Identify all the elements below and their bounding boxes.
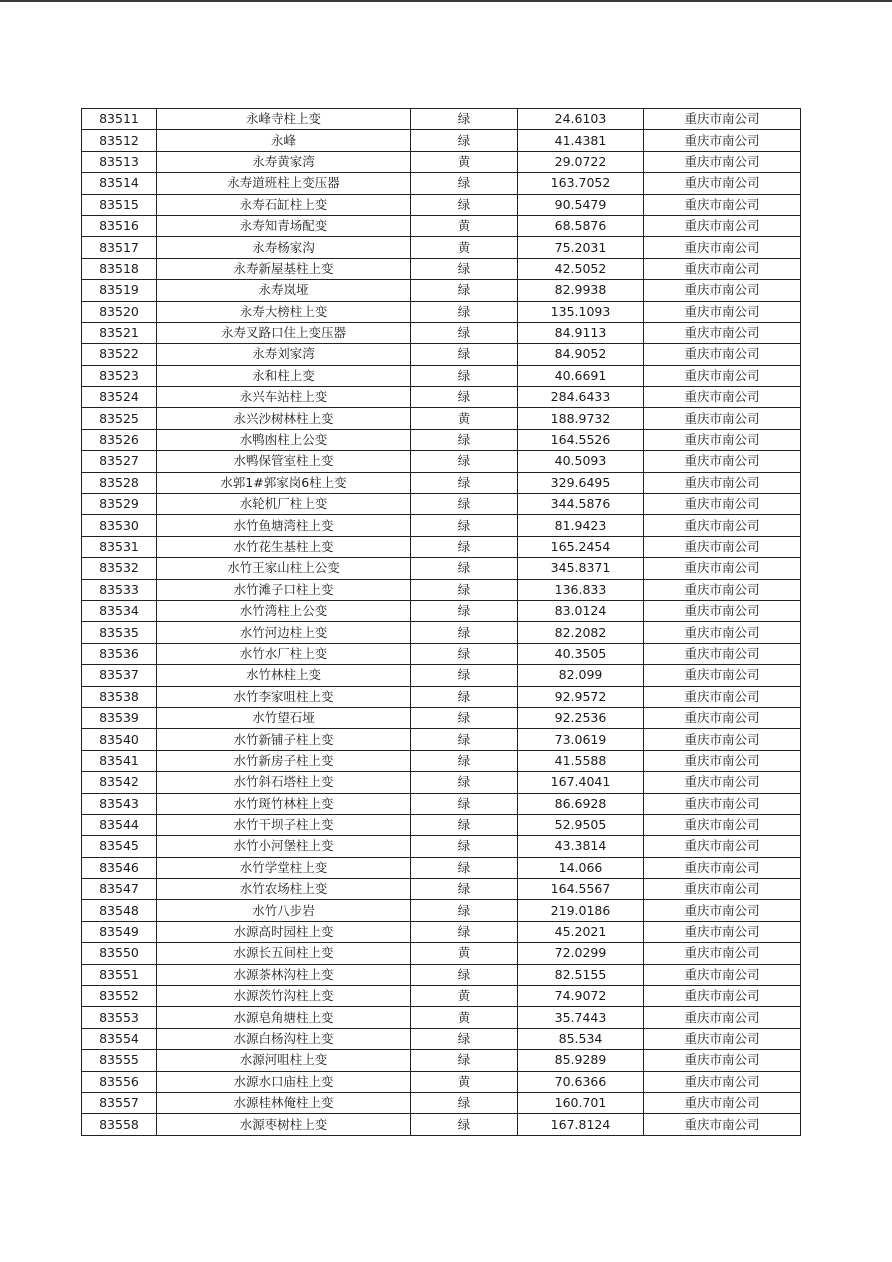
cell-name: 水竹八步岩 (157, 900, 411, 921)
table-row (82, 1071, 801, 1092)
cell-status: 黄 (411, 1071, 518, 1092)
cell-id: 83513 (82, 151, 157, 172)
cell-company: 重庆市南公司 (644, 322, 801, 343)
table-row (82, 130, 801, 151)
table-row (82, 643, 801, 664)
cell-id: 83533 (82, 579, 157, 600)
cell-status: 绿 (411, 429, 518, 450)
cell-id: 83549 (82, 921, 157, 942)
cell-id: 83558 (82, 1114, 157, 1135)
cell-id: 83541 (82, 750, 157, 771)
cell-company: 重庆市南公司 (644, 109, 801, 130)
cell-name: 水竹新铺子柱上变 (157, 729, 411, 750)
cell-status: 绿 (411, 622, 518, 643)
cell-status: 绿 (411, 515, 518, 536)
cell-id: 83544 (82, 814, 157, 835)
cell-value: 160.701 (518, 1092, 644, 1113)
cell-id: 83522 (82, 344, 157, 365)
cell-id: 83515 (82, 194, 157, 215)
cell-company: 重庆市南公司 (644, 964, 801, 985)
cell-id: 83556 (82, 1071, 157, 1092)
page-top-rule (0, 0, 892, 2)
cell-company: 重庆市南公司 (644, 643, 801, 664)
cell-name: 水郭1#郭家岗6柱上变 (157, 472, 411, 493)
cell-company: 重庆市南公司 (644, 729, 801, 750)
cell-id: 83517 (82, 237, 157, 258)
table-row (82, 1092, 801, 1113)
table-row (82, 387, 801, 408)
table-row (82, 215, 801, 236)
cell-value: 42.5052 (518, 258, 644, 279)
cell-status: 绿 (411, 130, 518, 151)
table-row (82, 472, 801, 493)
cell-value: 136.833 (518, 579, 644, 600)
cell-id: 83553 (82, 1007, 157, 1028)
cell-name: 水鸭保管室柱上变 (157, 451, 411, 472)
cell-id: 83521 (82, 322, 157, 343)
cell-company: 重庆市南公司 (644, 365, 801, 386)
cell-value: 40.6691 (518, 365, 644, 386)
cell-status: 绿 (411, 836, 518, 857)
cell-name: 水竹林柱上变 (157, 665, 411, 686)
cell-company: 重庆市南公司 (644, 258, 801, 279)
cell-name: 水源白杨沟柱上变 (157, 1028, 411, 1049)
transformer-table (81, 108, 801, 1136)
table-row (82, 622, 801, 643)
cell-id: 83526 (82, 429, 157, 450)
cell-name: 水竹李家咀柱上变 (157, 686, 411, 707)
cell-company: 重庆市南公司 (644, 301, 801, 322)
cell-value: 85.9289 (518, 1050, 644, 1071)
cell-name: 永寿石缸柱上变 (157, 194, 411, 215)
cell-status: 绿 (411, 729, 518, 750)
cell-company: 重庆市南公司 (644, 986, 801, 1007)
cell-status: 黄 (411, 986, 518, 1007)
table-row (82, 258, 801, 279)
cell-company: 重庆市南公司 (644, 387, 801, 408)
cell-id: 83512 (82, 130, 157, 151)
cell-id: 83520 (82, 301, 157, 322)
cell-company: 重庆市南公司 (644, 558, 801, 579)
cell-value: 75.2031 (518, 237, 644, 258)
table-row (82, 707, 801, 728)
table-row (82, 686, 801, 707)
cell-id: 83535 (82, 622, 157, 643)
cell-company: 重庆市南公司 (644, 879, 801, 900)
cell-status: 绿 (411, 857, 518, 878)
cell-name: 水竹农场柱上变 (157, 879, 411, 900)
cell-status: 绿 (411, 472, 518, 493)
cell-company: 重庆市南公司 (644, 194, 801, 215)
cell-status: 绿 (411, 301, 518, 322)
cell-status: 黄 (411, 943, 518, 964)
cell-id: 83548 (82, 900, 157, 921)
cell-company: 重庆市南公司 (644, 494, 801, 515)
cell-name: 水竹鱼塘湾柱上变 (157, 515, 411, 536)
cell-name: 永兴车站柱上变 (157, 387, 411, 408)
cell-name: 永峰 (157, 130, 411, 151)
cell-id: 83540 (82, 729, 157, 750)
cell-value: 41.4381 (518, 130, 644, 151)
cell-name: 永和柱上变 (157, 365, 411, 386)
cell-id: 83534 (82, 600, 157, 621)
table-body (82, 109, 801, 1136)
cell-id: 83529 (82, 494, 157, 515)
cell-id: 83516 (82, 215, 157, 236)
table-row (82, 344, 801, 365)
cell-status: 绿 (411, 964, 518, 985)
table-row (82, 793, 801, 814)
table-row (82, 1007, 801, 1028)
cell-name: 水鸭凼柱上公变 (157, 429, 411, 450)
cell-id: 83523 (82, 365, 157, 386)
cell-company: 重庆市南公司 (644, 173, 801, 194)
table-row (82, 857, 801, 878)
cell-id: 83511 (82, 109, 157, 130)
cell-id: 83557 (82, 1092, 157, 1113)
cell-name: 水竹学堂柱上变 (157, 857, 411, 878)
cell-value: 83.0124 (518, 600, 644, 621)
cell-value: 329.6495 (518, 472, 644, 493)
table-row (82, 600, 801, 621)
cell-name: 永寿刘家湾 (157, 344, 411, 365)
cell-company: 重庆市南公司 (644, 280, 801, 301)
cell-company: 重庆市南公司 (644, 1028, 801, 1049)
cell-value: 82.9938 (518, 280, 644, 301)
cell-id: 83519 (82, 280, 157, 301)
cell-id: 83527 (82, 451, 157, 472)
cell-name: 水源高时园柱上变 (157, 921, 411, 942)
cell-id: 83542 (82, 772, 157, 793)
cell-status: 绿 (411, 1028, 518, 1049)
table-row (82, 536, 801, 557)
cell-id: 83547 (82, 879, 157, 900)
cell-id: 83538 (82, 686, 157, 707)
cell-value: 163.7052 (518, 173, 644, 194)
cell-value: 14.066 (518, 857, 644, 878)
cell-value: 74.9072 (518, 986, 644, 1007)
table-row (82, 237, 801, 258)
cell-status: 绿 (411, 686, 518, 707)
cell-id: 83550 (82, 943, 157, 964)
cell-status: 绿 (411, 643, 518, 664)
table-row (82, 109, 801, 130)
cell-status: 黄 (411, 1007, 518, 1028)
cell-id: 83554 (82, 1028, 157, 1049)
cell-company: 重庆市南公司 (644, 215, 801, 236)
cell-company: 重庆市南公司 (644, 472, 801, 493)
cell-status: 绿 (411, 665, 518, 686)
cell-name: 水竹干坝子柱上变 (157, 814, 411, 835)
cell-id: 83536 (82, 643, 157, 664)
cell-status: 黄 (411, 151, 518, 172)
cell-value: 84.9113 (518, 322, 644, 343)
cell-value: 84.9052 (518, 344, 644, 365)
cell-status: 绿 (411, 494, 518, 515)
cell-company: 重庆市南公司 (644, 1092, 801, 1113)
cell-value: 92.9572 (518, 686, 644, 707)
cell-id: 83539 (82, 707, 157, 728)
cell-name: 水源河咀柱上变 (157, 1050, 411, 1071)
table-row (82, 921, 801, 942)
table-row (82, 408, 801, 429)
table-row (82, 451, 801, 472)
cell-id: 83545 (82, 836, 157, 857)
cell-value: 165.2454 (518, 536, 644, 557)
table-row (82, 429, 801, 450)
cell-value: 167.4041 (518, 772, 644, 793)
cell-status: 绿 (411, 1050, 518, 1071)
cell-company: 重庆市南公司 (644, 857, 801, 878)
cell-value: 43.3814 (518, 836, 644, 857)
cell-company: 重庆市南公司 (644, 451, 801, 472)
cell-name: 水源茨竹沟柱上变 (157, 986, 411, 1007)
cell-value: 92.2536 (518, 707, 644, 728)
cell-status: 绿 (411, 750, 518, 771)
cell-status: 绿 (411, 280, 518, 301)
cell-company: 重庆市南公司 (644, 707, 801, 728)
cell-name: 水竹花生基柱上变 (157, 536, 411, 557)
cell-company: 重庆市南公司 (644, 772, 801, 793)
cell-value: 85.534 (518, 1028, 644, 1049)
cell-status: 绿 (411, 579, 518, 600)
cell-company: 重庆市南公司 (644, 151, 801, 172)
cell-status: 绿 (411, 194, 518, 215)
cell-id: 83524 (82, 387, 157, 408)
cell-id: 83530 (82, 515, 157, 536)
cell-status: 绿 (411, 322, 518, 343)
cell-name: 永寿叉路口住上变压器 (157, 322, 411, 343)
cell-company: 重庆市南公司 (644, 237, 801, 258)
cell-value: 45.2021 (518, 921, 644, 942)
cell-company: 重庆市南公司 (644, 515, 801, 536)
cell-status: 绿 (411, 1092, 518, 1113)
cell-company: 重庆市南公司 (644, 943, 801, 964)
table-row (82, 943, 801, 964)
cell-name: 水源桂林俺柱上变 (157, 1092, 411, 1113)
cell-value: 73.0619 (518, 729, 644, 750)
cell-status: 绿 (411, 707, 518, 728)
cell-id: 83514 (82, 173, 157, 194)
cell-value: 35.7443 (518, 1007, 644, 1028)
cell-company: 重庆市南公司 (644, 921, 801, 942)
table-row (82, 879, 801, 900)
cell-name: 永寿岚垭 (157, 280, 411, 301)
cell-name: 水源皂角塘柱上变 (157, 1007, 411, 1028)
cell-company: 重庆市南公司 (644, 408, 801, 429)
cell-status: 绿 (411, 344, 518, 365)
cell-status: 绿 (411, 879, 518, 900)
cell-value: 72.0299 (518, 943, 644, 964)
cell-company: 重庆市南公司 (644, 665, 801, 686)
cell-status: 黄 (411, 237, 518, 258)
table-row (82, 515, 801, 536)
cell-name: 永峰寺柱上变 (157, 109, 411, 130)
table-row (82, 494, 801, 515)
cell-status: 绿 (411, 793, 518, 814)
cell-status: 绿 (411, 600, 518, 621)
cell-name: 水竹小河堡柱上变 (157, 836, 411, 857)
cell-name: 永寿新屋基柱上变 (157, 258, 411, 279)
cell-company: 重庆市南公司 (644, 814, 801, 835)
table-row (82, 1028, 801, 1049)
cell-id: 83546 (82, 857, 157, 878)
cell-company: 重庆市南公司 (644, 344, 801, 365)
cell-name: 水轮机厂柱上变 (157, 494, 411, 515)
cell-value: 40.5093 (518, 451, 644, 472)
cell-status: 绿 (411, 900, 518, 921)
cell-company: 重庆市南公司 (644, 600, 801, 621)
cell-value: 164.5567 (518, 879, 644, 900)
cell-company: 重庆市南公司 (644, 429, 801, 450)
cell-id: 83552 (82, 986, 157, 1007)
table-row (82, 301, 801, 322)
table-row (82, 729, 801, 750)
cell-value: 344.5876 (518, 494, 644, 515)
cell-status: 绿 (411, 451, 518, 472)
table-row (82, 194, 801, 215)
cell-id: 83532 (82, 558, 157, 579)
table-row (82, 280, 801, 301)
table-row (82, 814, 801, 835)
table-row (82, 665, 801, 686)
cell-id: 83543 (82, 793, 157, 814)
table-row (82, 365, 801, 386)
cell-value: 164.5526 (518, 429, 644, 450)
cell-status: 绿 (411, 921, 518, 942)
cell-name: 永寿知青场配变 (157, 215, 411, 236)
cell-value: 135.1093 (518, 301, 644, 322)
cell-company: 重庆市南公司 (644, 1071, 801, 1092)
table-row (82, 322, 801, 343)
cell-company: 重庆市南公司 (644, 686, 801, 707)
table-row (82, 1050, 801, 1071)
table-row (82, 772, 801, 793)
cell-id: 83531 (82, 536, 157, 557)
cell-status: 绿 (411, 558, 518, 579)
cell-name: 水竹水厂柱上变 (157, 643, 411, 664)
cell-value: 81.9423 (518, 515, 644, 536)
cell-name: 水竹斜石塔柱上变 (157, 772, 411, 793)
table-row (82, 986, 801, 1007)
cell-id: 83555 (82, 1050, 157, 1071)
cell-value: 188.9732 (518, 408, 644, 429)
cell-status: 绿 (411, 258, 518, 279)
table-row (82, 1114, 801, 1135)
cell-value: 86.6928 (518, 793, 644, 814)
cell-company: 重庆市南公司 (644, 1114, 801, 1135)
cell-company: 重庆市南公司 (644, 579, 801, 600)
cell-status: 黄 (411, 408, 518, 429)
cell-name: 水竹滩子口柱上变 (157, 579, 411, 600)
cell-name: 永寿杨家沟 (157, 237, 411, 258)
cell-value: 52.9505 (518, 814, 644, 835)
cell-status: 绿 (411, 1114, 518, 1135)
cell-company: 重庆市南公司 (644, 622, 801, 643)
cell-name: 永寿黄家湾 (157, 151, 411, 172)
cell-status: 绿 (411, 814, 518, 835)
cell-id: 83518 (82, 258, 157, 279)
cell-name: 水竹斑竹林柱上变 (157, 793, 411, 814)
cell-value: 68.5876 (518, 215, 644, 236)
cell-name: 水竹望石垭 (157, 707, 411, 728)
table-row (82, 836, 801, 857)
cell-name: 水竹王家山柱上公变 (157, 558, 411, 579)
cell-company: 重庆市南公司 (644, 900, 801, 921)
cell-name: 永寿道班柱上变压器 (157, 173, 411, 194)
cell-id: 83551 (82, 964, 157, 985)
cell-company: 重庆市南公司 (644, 130, 801, 151)
cell-status: 绿 (411, 772, 518, 793)
table-row (82, 964, 801, 985)
cell-status: 绿 (411, 173, 518, 194)
cell-value: 90.5479 (518, 194, 644, 215)
cell-value: 24.6103 (518, 109, 644, 130)
cell-name: 永寿大榜柱上变 (157, 301, 411, 322)
table-row (82, 579, 801, 600)
cell-status: 黄 (411, 215, 518, 236)
cell-value: 82.2082 (518, 622, 644, 643)
cell-value: 345.8371 (518, 558, 644, 579)
table-row (82, 750, 801, 771)
cell-company: 重庆市南公司 (644, 750, 801, 771)
cell-id: 83528 (82, 472, 157, 493)
cell-value: 70.6366 (518, 1071, 644, 1092)
cell-name: 永兴沙树林柱上变 (157, 408, 411, 429)
cell-name: 水源水口庙柱上变 (157, 1071, 411, 1092)
cell-company: 重庆市南公司 (644, 536, 801, 557)
cell-company: 重庆市南公司 (644, 836, 801, 857)
cell-status: 绿 (411, 387, 518, 408)
cell-name: 水竹河边柱上变 (157, 622, 411, 643)
cell-company: 重庆市南公司 (644, 1007, 801, 1028)
cell-status: 绿 (411, 536, 518, 557)
cell-name: 水源茶林沟柱上变 (157, 964, 411, 985)
cell-value: 41.5588 (518, 750, 644, 771)
cell-value: 219.0186 (518, 900, 644, 921)
cell-name: 水源枣树柱上变 (157, 1114, 411, 1135)
cell-status: 绿 (411, 109, 518, 130)
cell-value: 82.099 (518, 665, 644, 686)
cell-id: 83537 (82, 665, 157, 686)
cell-value: 167.8124 (518, 1114, 644, 1135)
cell-name: 水竹湾柱上公变 (157, 600, 411, 621)
table-row (82, 151, 801, 172)
table-row (82, 900, 801, 921)
cell-company: 重庆市南公司 (644, 793, 801, 814)
cell-id: 83525 (82, 408, 157, 429)
table-row (82, 173, 801, 194)
cell-company: 重庆市南公司 (644, 1050, 801, 1071)
cell-value: 82.5155 (518, 964, 644, 985)
cell-name: 水源长五间柱上变 (157, 943, 411, 964)
cell-value: 29.0722 (518, 151, 644, 172)
table-row (82, 558, 801, 579)
cell-status: 绿 (411, 365, 518, 386)
cell-value: 40.3505 (518, 643, 644, 664)
cell-name: 水竹新房子柱上变 (157, 750, 411, 771)
cell-value: 284.6433 (518, 387, 644, 408)
